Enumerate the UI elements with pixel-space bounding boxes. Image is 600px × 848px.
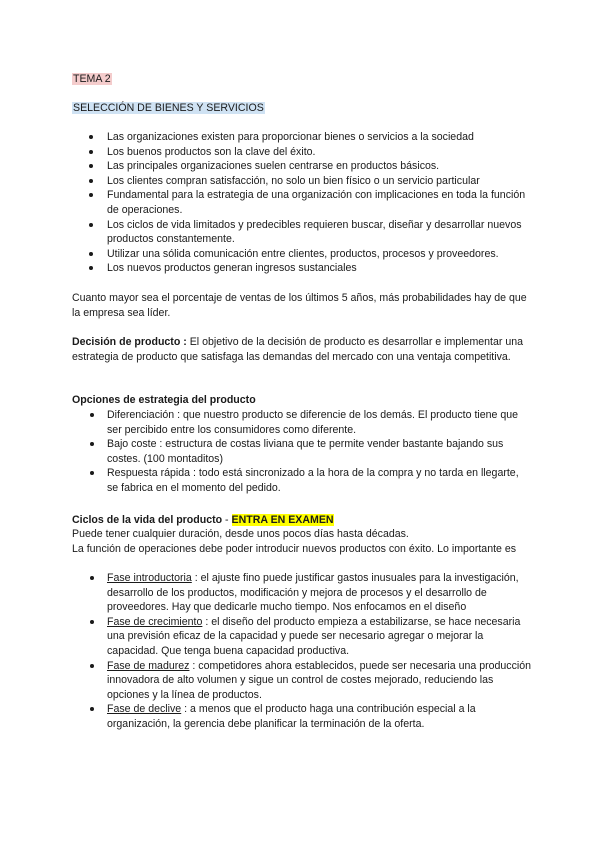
fases-list: [72, 571, 532, 732]
list-item: [72, 615, 532, 659]
fase-text: : el diseño del producto empieza a estabilizarse, se hace necesaria una previsión eficaz de la capacidad y puede ser necesario agregar o mejorar la capacidad. Que tenga buena capacidad productiva.: [107, 615, 521, 657]
list-item: Respuesta rápida : todo está sincronizado a la hora de la compra y no tarda en llegarte, se fabrica en el momento del pedido.: [72, 466, 532, 495]
list-item: Los clientes compran satisfacción, no solo un bien físico o un servicio particular: [72, 174, 532, 189]
list-item: [72, 702, 532, 731]
exam-highlight: ENTRA EN EXAMEN: [231, 514, 334, 526]
paragraph-decision: [72, 335, 532, 364]
ciclos-line2: La función de operaciones debe poder introducir nuevos productos con éxito. Lo importante es: [72, 543, 517, 555]
fase-name: Fase de crecimiento: [107, 615, 203, 628]
list-item: Las principales organizaciones suelen centrarse en productos básicos.: [72, 159, 532, 174]
ciclos-heading: [72, 513, 532, 528]
tema-text: TEMA 2: [73, 73, 111, 85]
intro-bullet-list: [72, 130, 532, 276]
list-item: Los ciclos de vida limitados y predecibles requieren buscar, diseñar y desarrollar nuevos productos constantemente.: [72, 218, 532, 247]
list-item: [72, 659, 532, 703]
tema-label: [72, 72, 112, 87]
list-item: Utilizar una sólida comunicación entre clientes, productos, procesos y proveedores.: [72, 247, 532, 262]
decision-text: El objetivo de la decisión de producto es desarrollar e implementar una estrategia de producto que satisfaga las demandas del mercado con una ventaja competitiva.: [72, 336, 524, 363]
opciones-heading: [72, 393, 532, 408]
list-item: Los buenos productos son la clave del éxito.: [72, 145, 532, 160]
ciclos-line1: Puede tener cualquier duración, desde unos pocos días hasta décadas.: [72, 528, 409, 540]
list-item: Bajo coste : estructura de costas liviana que te permite vender bastante bajando sus costes. (100 montaditos): [72, 437, 532, 466]
ciclos-heading-text: Ciclos de la vida del producto: [72, 514, 223, 526]
section-title: [72, 101, 265, 116]
ciclos-dash: -: [222, 514, 232, 526]
fase-name: Fase introductoria: [107, 572, 192, 584]
list-item: Fundamental para la estrategia de una organización con implicaciones en toda la función de operaciones.: [72, 188, 532, 217]
fase-text: : competidores ahora establecidos, puede ser necesaria una producción innovadora de alto volumen y sigue un control de costes mejorado, reduciendo las opciones y la línea de productos.: [107, 659, 532, 701]
list-item: Las organizaciones existen para proporcionar bienes o servicios a la sociedad: [72, 130, 532, 145]
fase-name: Fase de declive: [107, 703, 182, 716]
list-item: Diferenciación : que nuestro producto se diferencie de los demás. El producto tiene que ser percibido entre los consumidores como diferente.: [72, 408, 532, 437]
fase-text: : el ajuste fino puede justificar gastos inusuales para la investigación, desarrollo de los productos, modificación y mejora de procesos y el desarrollo de proveedores. Hay que dedicarle mucho tiempo. Nos enfocamos en el diseño: [107, 572, 519, 614]
opciones-list: [72, 408, 532, 496]
section-title-text: SELECCIÓN DE BIENES Y SERVICIOS: [73, 102, 264, 114]
list-item: Los nuevos productos generan ingresos sustanciales: [72, 261, 532, 276]
opciones-heading-text: Opciones de estrategia del producto: [72, 394, 256, 406]
list-item: [72, 571, 532, 615]
fase-text: : a menos que el producto haga una contribución especial a la organización, la gerencia debe planificar la terminación de la oferta.: [107, 703, 476, 730]
fase-name: Fase de madurez: [107, 659, 190, 672]
decision-label: Decisión de producto :: [72, 336, 187, 348]
paragraph-ventas: Cuanto mayor sea el porcentaje de ventas de los últimos 5 años, más probabilidades hay de que la empresa sea líder.: [72, 292, 527, 319]
